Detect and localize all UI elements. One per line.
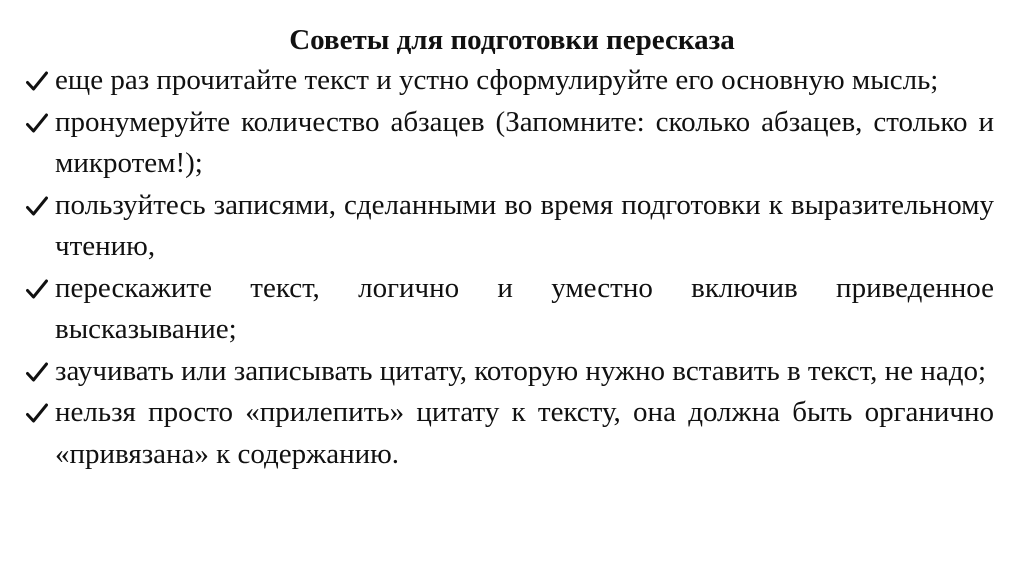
tip-item — [26, 392, 994, 475]
checkmark-icon — [26, 362, 48, 382]
tip-item — [26, 268, 994, 351]
tip-text: перескажите текст, логично и уместно включив приведенное высказывание; — [55, 271, 994, 345]
tip-text: пронумеруйте количество абзацев (Запомните: сколько абзацев, столько и микротем!); — [55, 105, 994, 179]
checkmark-icon — [26, 403, 48, 423]
checkmark-icon — [26, 113, 48, 133]
tips-list — [26, 60, 994, 475]
slide-title: Советы для подготовки пересказа — [289, 24, 735, 56]
tip-item — [26, 102, 994, 185]
tip-text: пользуйтесь записями, сделанными во время подготовки к выразительному чтению, — [55, 188, 994, 262]
tip-item — [26, 351, 994, 393]
tip-text: еще раз прочитайте текст и устно сформулируйте его основную мысль; — [55, 64, 939, 96]
tip-item — [26, 60, 994, 102]
tip-text: заучивать или записывать цитату, которую нужно вставить в текст, не надо; — [55, 354, 987, 387]
checkmark-icon — [26, 196, 48, 216]
tip-item — [26, 185, 994, 268]
tip-text: нельзя просто «прилепить» цитату к тексту, она должна быть органично «привязана» к содержанию. — [55, 396, 994, 470]
checkmark-icon — [26, 71, 48, 91]
checkmark-icon — [26, 279, 48, 299]
